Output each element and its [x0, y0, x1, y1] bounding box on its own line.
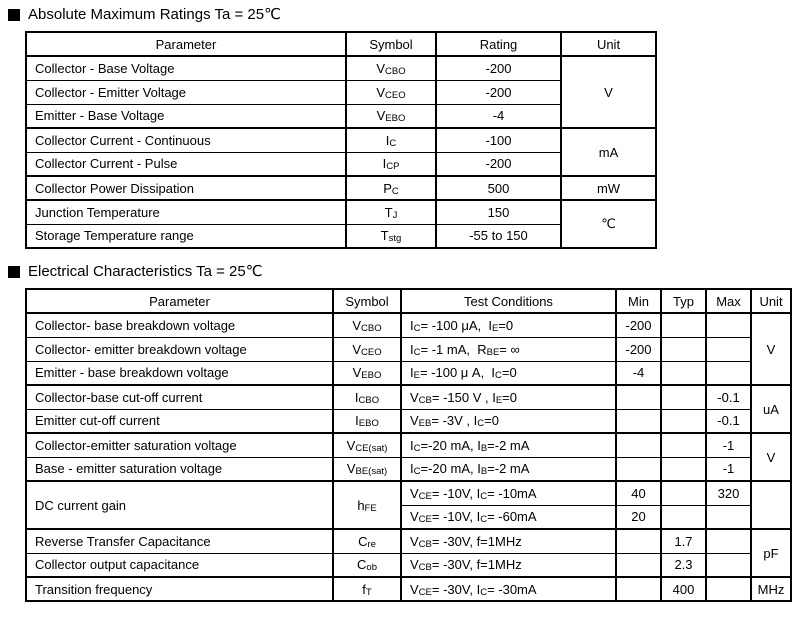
black-square-icon — [8, 266, 20, 278]
test-conditions-cell: $I_C=-20$ mA, $I_B=-2$ mA — [401, 433, 616, 457]
table-row — [26, 481, 791, 505]
column-header-rating: Rating — [436, 32, 561, 56]
parameter-cell: Collector Power Dissipation — [26, 176, 346, 200]
symbol-cell: $I_{CP}$ — [346, 152, 436, 176]
table-header-row — [26, 32, 656, 56]
parameter-cell: Reverse Transfer Capacitance — [26, 529, 333, 553]
parameter-cell: Collector - Emitter Voltage — [26, 80, 346, 104]
typ-cell — [661, 385, 706, 409]
max-cell: 320 — [706, 481, 751, 505]
typ-cell — [661, 337, 706, 361]
column-header-symbol: Symbol — [346, 32, 436, 56]
test-conditions-cell: $V_{CB}= -30V$, f=1MHz — [401, 553, 616, 577]
symbol-cell: $h_{FE}$ — [333, 481, 401, 529]
section-title-absolute-maximum-ratings — [8, 6, 807, 24]
parameter-cell: Transition frequency — [26, 577, 333, 601]
min-cell — [616, 577, 661, 601]
test-conditions-cell: $V_{CB}= -150$ V , $I_E=0$ — [401, 385, 616, 409]
max-cell: -0.1 — [706, 385, 751, 409]
min-cell: -200 — [616, 313, 661, 337]
max-cell: -1 — [706, 433, 751, 457]
parameter-cell: Collector Current - Continuous — [26, 128, 346, 152]
typ-cell: 400 — [661, 577, 706, 601]
table-row — [26, 176, 656, 200]
symbol-cell: $V_{EBO}$ — [333, 361, 401, 385]
symbol-cell: $V_{CBO}$ — [333, 313, 401, 337]
typ-cell: 2.3 — [661, 553, 706, 577]
parameter-cell: Emitter cut-off current — [26, 409, 333, 433]
test-conditions-cell: $I_C= -100$ μA, $I_E=0$ — [401, 313, 616, 337]
symbol-cell: $C_{re}$ — [333, 529, 401, 553]
max-cell: -1 — [706, 457, 751, 481]
typ-cell — [661, 313, 706, 337]
min-cell: -200 — [616, 337, 661, 361]
column-header-typ: Typ — [661, 289, 706, 313]
max-cell — [706, 577, 751, 601]
table-row — [26, 409, 791, 433]
typ-cell — [661, 409, 706, 433]
symbol-cell: $V_{CE(sat)}$ — [333, 433, 401, 457]
rating-cell: -55 to 150 — [436, 224, 561, 248]
test-conditions-cell: $V_{EB}= -3V$ , $I_C=0$ — [401, 409, 616, 433]
symbol-cell: $f_T$ — [333, 577, 401, 601]
typ-cell — [661, 433, 706, 457]
min-cell — [616, 529, 661, 553]
table-row — [26, 361, 791, 385]
rating-cell: -200 — [436, 80, 561, 104]
typ-cell — [661, 361, 706, 385]
test-conditions-cell: $V_{CE}= -10V$, $I_C= -10mA$ — [401, 481, 616, 505]
parameter-cell: Base - emitter saturation voltage — [26, 457, 333, 481]
parameter-cell: Emitter - base breakdown voltage — [26, 361, 333, 385]
column-header-unit: Unit — [751, 289, 791, 313]
section-title-electrical-characteristics — [8, 263, 807, 281]
min-cell — [616, 433, 661, 457]
table-row — [26, 457, 791, 481]
table-row — [26, 337, 791, 361]
max-cell — [706, 553, 751, 577]
typ-cell: 1.7 — [661, 529, 706, 553]
rating-cell: -200 — [436, 56, 561, 80]
table-row — [26, 56, 656, 80]
symbol-cell: $V_{CEO}$ — [346, 80, 436, 104]
symbol-cell: $I_{EBO}$ — [333, 409, 401, 433]
unit-cell: uA — [751, 385, 791, 433]
parameter-cell: Collector-base cut-off current — [26, 385, 333, 409]
rating-cell: -100 — [436, 128, 561, 152]
min-cell — [616, 457, 661, 481]
test-conditions-cell: $I_C=-20$ mA, $I_B=-2$ mA — [401, 457, 616, 481]
test-conditions-cell: $V_{CE}= -30V$, $I_C= -30mA$ — [401, 577, 616, 601]
unit-cell — [751, 481, 791, 529]
table-row — [26, 577, 791, 601]
parameter-cell: Collector- base breakdown voltage — [26, 313, 333, 337]
table-header-row — [26, 289, 791, 313]
symbol-cell: $I_{CBO}$ — [333, 385, 401, 409]
column-header-symbol: Symbol — [333, 289, 401, 313]
min-cell — [616, 409, 661, 433]
unit-cell: MHz — [751, 577, 791, 601]
test-conditions-cell: $I_C= -1$ mA, $R_{BE}=$ ∞ — [401, 337, 616, 361]
parameter-cell: Collector- emitter breakdown voltage — [26, 337, 333, 361]
parameter-cell: Collector-emitter saturation voltage — [26, 433, 333, 457]
unit-cell: pF — [751, 529, 791, 577]
max-cell — [706, 361, 751, 385]
rating-cell: 500 — [436, 176, 561, 200]
min-cell — [616, 385, 661, 409]
symbol-cell: $P_C$ — [346, 176, 436, 200]
min-cell: -4 — [616, 361, 661, 385]
min-cell — [616, 553, 661, 577]
max-cell — [706, 529, 751, 553]
parameter-cell: Junction Temperature — [26, 200, 346, 224]
symbol-cell: $V_{CEO}$ — [333, 337, 401, 361]
test-conditions-cell: $I_E= -100$ μ A, $I_C=0$ — [401, 361, 616, 385]
parameter-cell: Storage Temperature range — [26, 224, 346, 248]
table-row — [26, 433, 791, 457]
test-conditions-cell: $V_{CE}= -10V$, $I_C= -60mA$ — [401, 505, 616, 529]
table-row — [26, 200, 656, 224]
table-row — [26, 553, 791, 577]
rating-cell: -4 — [436, 104, 561, 128]
min-cell: 40 — [616, 481, 661, 505]
symbol-cell: $V_{CBO}$ — [346, 56, 436, 80]
unit-cell: V — [561, 56, 656, 128]
symbol-cell: $I_C$ — [346, 128, 436, 152]
symbol-cell: $T_{stg}$ — [346, 224, 436, 248]
column-header-parameter: Parameter — [26, 289, 333, 313]
table-row — [26, 529, 791, 553]
typ-cell — [661, 457, 706, 481]
unit-cell: V — [751, 313, 791, 385]
rating-cell: -200 — [436, 152, 561, 176]
symbol-cell: $V_{EBO}$ — [346, 104, 436, 128]
parameter-cell: Collector Current - Pulse — [26, 152, 346, 176]
parameter-cell: Emitter - Base Voltage — [26, 104, 346, 128]
unit-cell: V — [751, 433, 791, 481]
max-cell — [706, 313, 751, 337]
symbol-cell: $C_{ob}$ — [333, 553, 401, 577]
section-title-text: Electrical Characteristics Ta = 25℃ — [28, 263, 263, 280]
min-cell: 20 — [616, 505, 661, 529]
unit-cell: ℃ — [561, 200, 656, 248]
symbol-cell: $V_{BE(sat)}$ — [333, 457, 401, 481]
unit-cell: mA — [561, 128, 656, 176]
max-cell — [706, 505, 751, 529]
black-square-icon — [8, 9, 20, 21]
parameter-cell: Collector output capacitance — [26, 553, 333, 577]
max-cell — [706, 337, 751, 361]
column-header-parameter: Parameter — [26, 32, 346, 56]
absolute-maximum-ratings-table — [25, 31, 657, 249]
table-row — [26, 385, 791, 409]
section-title-text: Absolute Maximum Ratings Ta = 25℃ — [28, 6, 281, 23]
symbol-cell: $T_J$ — [346, 200, 436, 224]
parameter-cell: Collector - Base Voltage — [26, 56, 346, 80]
table-row — [26, 313, 791, 337]
electrical-characteristics-table — [25, 288, 792, 602]
table-row — [26, 128, 656, 152]
test-conditions-cell: $V_{CB}= -30V$, f=1MHz — [401, 529, 616, 553]
max-cell: -0.1 — [706, 409, 751, 433]
typ-cell — [661, 505, 706, 529]
column-header-min: Min — [616, 289, 661, 313]
unit-cell: mW — [561, 176, 656, 200]
typ-cell — [661, 481, 706, 505]
rating-cell: 150 — [436, 200, 561, 224]
parameter-cell: DC current gain — [26, 481, 333, 529]
column-header-test-conditions: Test Conditions — [401, 289, 616, 313]
column-header-max: Max — [706, 289, 751, 313]
column-header-unit: Unit — [561, 32, 656, 56]
